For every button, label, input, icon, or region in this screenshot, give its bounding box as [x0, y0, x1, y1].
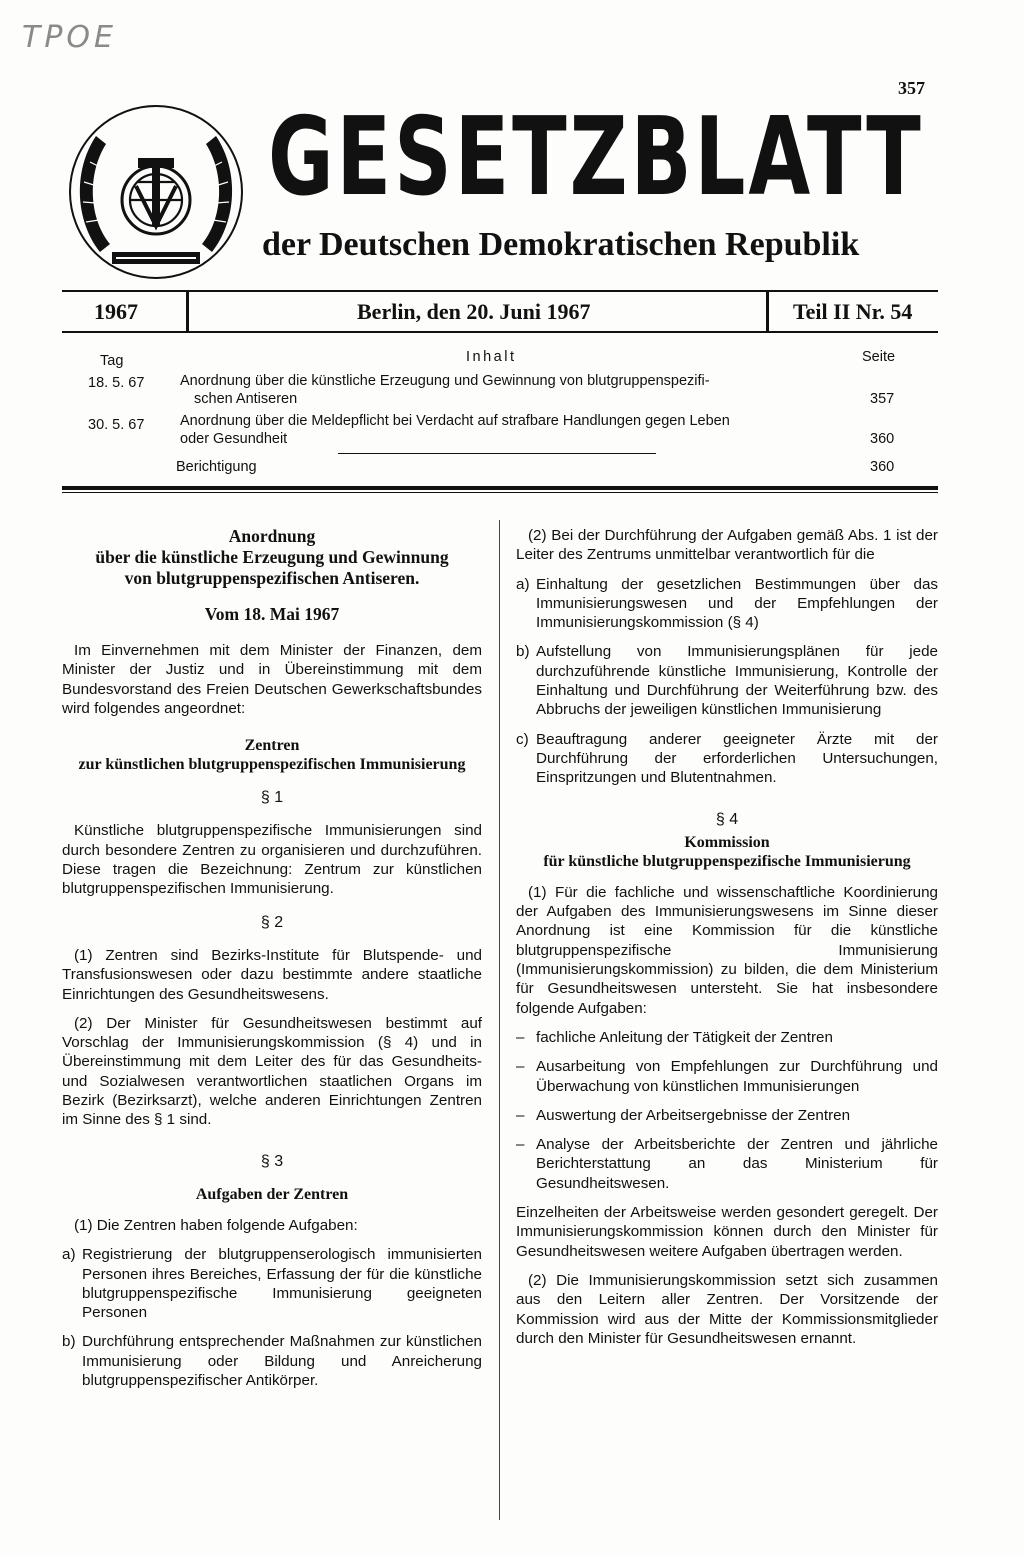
contents-entry-title: Anordnung über die künstliche Erzeugung und Gewinnung von blutgruppenspezifi-	[180, 373, 710, 389]
list-item-label: a)	[516, 575, 530, 593]
paragraph-label: § 1	[260, 789, 284, 807]
issue-bar-top-rule	[62, 290, 938, 292]
list-item-label: c)	[516, 730, 529, 748]
right-column	[516, 526, 938, 1358]
dash-item	[516, 1106, 938, 1125]
contents-entry-page: 357	[870, 391, 895, 407]
list-item-text: Aufstellung von Immunisierungsplänen für jede durchzuführende künstliche Immunisierung, Kontrolle der Einhaltung und Durchführung der Weiterführung bzw. des Abbruchs der jeweiligen künstlichen Immunisierung	[536, 643, 938, 719]
preamble: Im Einvernehmen mit dem Minister der Finanzen, dem Minister der Justiz und in Übereinstimmung mit dem Bundesvorstand des Freien Deutschen Gewerkschaftsbundes wird folgendes angeordnet:	[62, 642, 482, 717]
dash-item	[516, 1028, 938, 1047]
section-heading: für künstliche blutgruppenspezifische Immunisierung	[543, 852, 911, 870]
contents-entry-title-cont: schen Antiseren	[194, 391, 298, 407]
paragraph-label: § 3	[260, 1152, 284, 1170]
paragraph-text: Künstliche blutgruppenspezifische Immunisierungen sind durch besondere Zentren zu organisieren und durchzuführen. Diese tragen die Bezeichnung: Zentrum zur künstlichen blutgruppenspezifischen Immunisierung.	[62, 822, 482, 898]
left-column	[62, 526, 482, 1400]
contents-entry-date: 30. 5. 67	[88, 417, 145, 433]
contents-entry-title-cont: oder Gesundheit	[180, 431, 288, 447]
section-heading: Zentren	[244, 737, 300, 755]
paragraph-text: Einzelheiten der Arbeitsweise werden gesondert geregelt. Der Immunisierungskommission können durch den Minister für Gesundheitswesen weitere Aufgaben übertragen werden.	[516, 1204, 938, 1260]
dash-item-text: Analyse der Arbeitsberichte der Zentren und jährliche Berichterstattung an das Ministerium für Gesundheitswesen.	[536, 1136, 938, 1192]
contents-entry-page: 360	[870, 459, 895, 475]
list-item-text: Einhaltung der gesetzlichen Bestimmungen über das Immunisierungswesen und der Empfehlungen der Immunisierungskommission (§ 4)	[536, 575, 938, 632]
contents-entry-title: Anordnung über die Meldepflicht bei Verdacht auf strafbare Handlungen gegen Leben	[180, 413, 730, 429]
contents-entry-date: 18. 5. 67	[88, 375, 145, 391]
masthead-title: GESETZBLATT	[268, 95, 924, 220]
page-number: 357	[898, 78, 925, 98]
document-title-line: von blutgruppenspezifischen Antiseren.	[124, 568, 420, 588]
contents-heading: Inhalt	[466, 349, 517, 365]
contents-entry-page: 360	[870, 431, 895, 447]
contents-col-tag: Tag	[100, 353, 124, 369]
list-item-label: a)	[62, 1246, 76, 1264]
list-item	[516, 730, 938, 788]
issue-place-date: Berlin, den 20. Juni 1967	[357, 299, 591, 324]
issue-bar-divider	[766, 290, 769, 333]
handwritten-note: TPOE	[22, 20, 117, 55]
dash-item	[516, 1135, 938, 1193]
document-title-line: über die künstliche Erzeugung und Gewinnung	[95, 547, 449, 567]
masthead-subtitle: der Deutschen Demokratischen Republik	[262, 226, 860, 263]
dash-item-text: Auswertung der Arbeitsergebnisse der Zentren	[536, 1106, 851, 1124]
paragraph-text: (1) Zentren sind Bezirks-Institute für Blutspende- und Transfusionswesen oder dazu bestimmte andere staatliche Einrichtungen des Gesundheitswesens.	[62, 946, 482, 1003]
list-item	[516, 575, 938, 633]
list-item-label: b)	[516, 643, 530, 661]
section-heading: Aufgaben der Zentren	[195, 1185, 349, 1203]
list-item-text: Durchführung entsprechender Maßnahmen zur künstlichen Immunisierung oder Bildung und Anreicherung blutgruppenspezifischer Antikörper.	[82, 1333, 482, 1390]
paragraph-text: (2) Die Immunisierungskommission setzt sich zusammen aus den Leitern aller Zentren. Der Vorsitzende der Kommission wird aus der Mitte der Kommissionsmitglieder durch den Minister für Gesundheitswesen ernannt.	[516, 1271, 938, 1347]
dash-item-text: fachliche Anleitung der Tätigkeit der Zentren	[536, 1028, 833, 1046]
list-item-label: b)	[62, 1333, 76, 1351]
paragraph-label: § 4	[715, 810, 739, 828]
dash-marker: –	[516, 1058, 525, 1076]
document-title-line: Anordnung	[228, 526, 316, 546]
paragraph-text: (2) Bei der Durchführung der Aufgaben gemäß Abs. 1 ist der Leiter des Zentrums unmittelbar verantwortlich für die	[516, 527, 938, 564]
list-item-text: Registrierung der blutgruppenserologisch immunisierten Personen ihres Bereiches, Erfassung der für die künstliche blutgruppenspezifische Immunisierung geeigneten Personen	[82, 1246, 482, 1322]
dash-marker: –	[516, 1136, 525, 1154]
contents-short-rule	[338, 453, 656, 454]
ddr-state-emblem-icon	[66, 102, 246, 282]
issue-part-number: Teil II Nr. 54	[793, 299, 913, 324]
issue-bar-divider	[186, 290, 189, 333]
contents-entry-title: Berichtigung	[176, 459, 257, 475]
contents-col-page: Seite	[862, 349, 896, 365]
contents-bottom-rule	[62, 486, 938, 490]
section-heading: Kommission	[684, 833, 770, 851]
dash-marker: –	[516, 1106, 525, 1124]
dash-item-text: Ausarbeitung von Empfehlungen zur Durchführung und Überwachung von künstlichen Immunisierungen	[536, 1058, 938, 1095]
document-date: Vom 18. Mai 1967	[204, 604, 340, 624]
dash-marker: –	[516, 1028, 525, 1046]
paragraph-text: (1) Für die fachliche und wissenschaftliche Koordinierung der Aufgaben des Immunisierungswesens im Sinne dieser Anordnung ist eine Kommission für die künstliche blutgruppenspezifische Immunisierung (Immunisierungskommission) zu bilden, die dem Ministerium für Gesundheitswesen untersteht. Sie hat insbesondere folgende Aufgaben:	[516, 883, 938, 1017]
list-item	[62, 1332, 482, 1390]
issue-year: 1967	[94, 299, 138, 324]
list-item	[62, 1245, 482, 1322]
paragraph-text: (1) Die Zentren haben folgende Aufgaben:	[74, 1216, 358, 1234]
dash-item	[516, 1057, 938, 1096]
column-divider	[499, 520, 500, 1520]
issue-bar-bottom-rule	[62, 331, 938, 333]
section-heading: zur künstlichen blutgruppenspezifischen Immunisierung	[78, 756, 466, 774]
list-item-text: Beauftragung anderer geeigneter Ärzte mit der Durchführung der erforderlichen Untersuchungen, Einspritzungen und Blutentnahmen.	[536, 730, 938, 787]
list-item	[516, 642, 938, 719]
contents-bottom-rule-thin	[62, 492, 938, 493]
paragraph-text: (2) Der Minister für Gesundheitswesen bestimmt auf Vorschlag der Immunisierungskommission (§ 4) und in Übereinstimmung mit dem Leiter des für das Gesundheits- und Sozialwesen verantwortlichen staatlichen Organs im Bezirk (Bezirksarzt), welche anderen Einrichtungen Zentren im Sinne des § 1 sind.	[62, 1014, 482, 1129]
paragraph-label: § 2	[260, 913, 284, 931]
